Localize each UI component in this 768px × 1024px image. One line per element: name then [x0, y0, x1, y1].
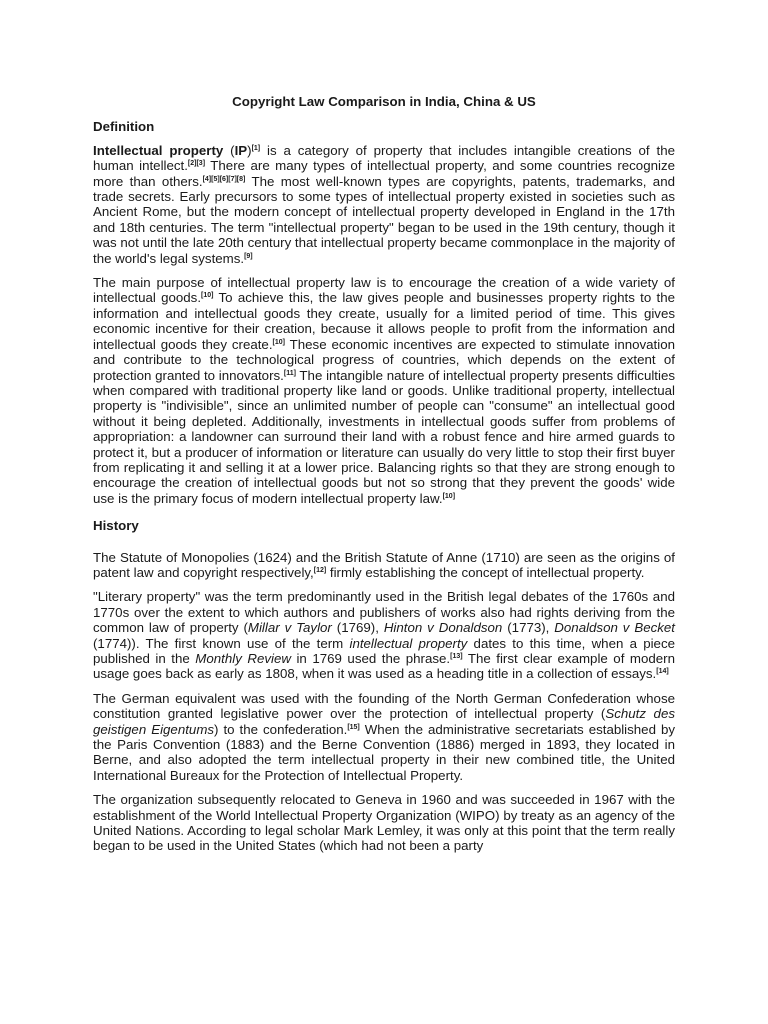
history-paragraph-3 — [93, 691, 675, 783]
citation-link[interactable]: [12] — [313, 566, 327, 574]
emphasized-term: Schutz des geistigen Eigentums — [93, 706, 675, 737]
term-intellectual-property: Intellectual property — [93, 142, 224, 158]
citation-link[interactable]: [10] — [442, 492, 456, 500]
text-fragment: When the administrative secretariats established by the Paris Convention (1883) and the Berne Convention (1886) merged in 1893, they located in Berne, and also adopted the term intellectual property in their new combined title, the United International Bureaux for the Protection of Intellectual Property. — [93, 721, 676, 783]
history-paragraph-4 — [93, 792, 675, 854]
history-paragraph-2 — [93, 589, 675, 681]
text-fragment: ) to the confederation. — [214, 721, 348, 737]
citation-link[interactable]: [1] — [251, 144, 261, 152]
publication-name: Monthly Review — [195, 651, 291, 666]
text-fragment: dates to this time, when a piece published in the — [93, 635, 675, 666]
text-fragment: The Statute of Monopolies (1624) and the British Statute of Anne (1710) are seen as the origins of patent law and copyright respectively, — [93, 549, 675, 580]
case-name: Millar v Taylor — [247, 620, 332, 636]
text-fragment: The main purpose of intellectual property law is to encourage the creation of a wide variety of intellectual goods. — [93, 275, 675, 306]
text-fragment: "Literary property" was the term predominantly used in the British legal debates of the 1760s and 1770s over the extent to which authors and publishers of works also had rights deriving from the common law of property ( — [93, 589, 675, 636]
text-fragment: (1774)). The first known use of the term — [93, 635, 350, 651]
text-fragment: ( — [223, 142, 235, 158]
citation-link[interactable]: [2][3] — [187, 160, 206, 168]
text-fragment: The intangible nature of intellectual property presents difficulties when compared with traditional property like land or goods. Unlike traditional property, intellectual property is "indivisible", since an unlimited number of people can "consume" an intellectual good without it being depleted. Additionally, investments in intellectual goods suffer from problems of appropriation: a landowner can surround their land with a robust fence and hire armed guards to protect it, but a producer of information or literature can usually do very little to stop their first buyer from replicating it and selling it at a lower price. Balancing rights so that they are strong enough to encourage the creation of intellectual goods but not so strong that they prevent the goods' wide use is the primary focus of modern intellectual property law. — [93, 367, 675, 506]
case-name: Donaldson v Becket — [554, 620, 675, 636]
citation-link[interactable]: [15] — [347, 723, 360, 731]
text-fragment: These economic incentives are expected to stimulate innovation and contribute to the technological progress of countries, which depends on the extent of protection granted to innovators. — [93, 336, 675, 383]
document-page — [93, 92, 675, 863]
section-heading-definition: Definition — [93, 119, 155, 135]
text-fragment: The most well-known types are copyrights, patents, trademarks, and trade secrets. Early precursors to some types of intellectual property existed in societies such as Ancient Rome, but the modern concept of intellectual property developed in England in the 17th and 18th centuries. The term "intellectual property" began to be used in the 19th century, though it was not until the late 20th century that intellectual property became commonplace in the majority of the world's legal systems. — [93, 173, 675, 266]
citation-link[interactable]: [11] — [283, 369, 296, 377]
citation-link[interactable]: [9] — [244, 252, 253, 260]
section-heading-history: History — [93, 518, 139, 534]
text-fragment: is a category of property that includes intangible creations of the human intellect. — [93, 142, 675, 174]
citation-link[interactable]: [10] — [201, 292, 214, 300]
text-fragment: in 1769 used the phrase. — [290, 651, 451, 666]
text-fragment: (1769), — [331, 620, 384, 636]
term-ip: IP — [234, 142, 248, 158]
case-name: Hinton v Donaldson — [383, 620, 503, 636]
emphasized-term: intellectual property — [349, 635, 468, 651]
text-fragment: ) — [247, 142, 252, 158]
document-title: Copyright Law Comparison in India, China & US — [232, 94, 536, 109]
text-fragment: The organization subsequently relocated to Geneva in 1960 and was succeeded in 1967 with the establishment of the World Intellectual Property Organization (WIPO) by treaty as an agency of the United Nations. According to legal scholar Mark Lemley, it was only at this point that the term really began to be used in the United States (which had not been a party — [93, 792, 675, 854]
text-fragment: There are many types of intellectual property, and some countries recognize more than others. — [93, 158, 675, 189]
text-fragment: firmly establishing the concept of intellectual property. — [326, 564, 645, 580]
definition-paragraph-2 — [93, 275, 675, 506]
citation-link[interactable]: [14] — [656, 668, 669, 676]
definition-paragraph-1 — [93, 143, 675, 266]
citation-link[interactable]: [10] — [272, 338, 285, 346]
text-fragment: The first clear example of modern usage goes back as early as 1808, when it was used as a heading title in a collection of essays. — [93, 651, 675, 682]
text-fragment: (1773), — [502, 620, 555, 636]
citation-link[interactable]: [13] — [450, 653, 463, 660]
text-fragment: To achieve this, the law gives people and businesses property rights to the information and intellectual goods they create, usually for a limited period of time. This gives economic incentive for their creation, because it allows people to profit from the information and intellectual goods they create. — [93, 290, 676, 352]
text-fragment: The German equivalent was used with the founding of the North German Confederation whose constitution granted legislative power over the protection of intellectual property ( — [93, 690, 675, 722]
citation-link[interactable]: [4][5][6][7][8] — [202, 175, 246, 183]
history-paragraph-1 — [93, 550, 675, 581]
